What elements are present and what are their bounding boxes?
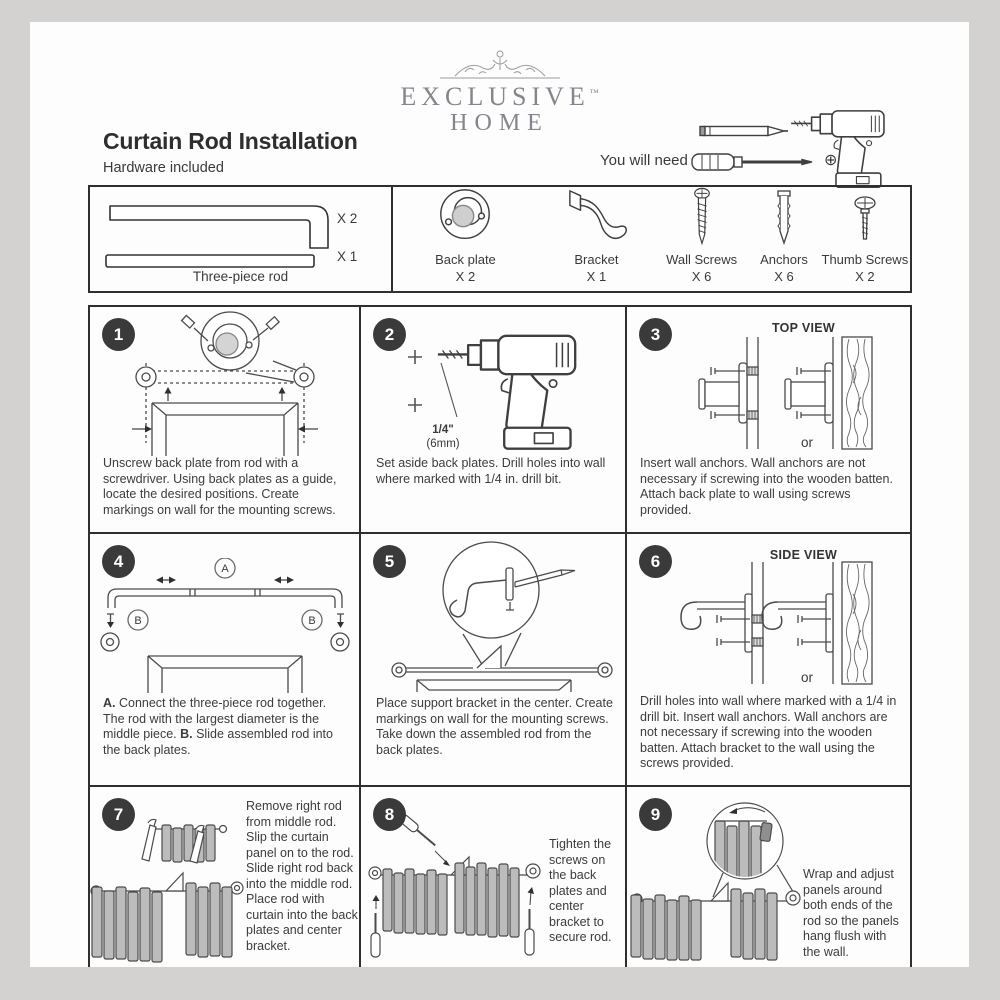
step-4-b-label: B. xyxy=(180,727,193,741)
step-4-illustration xyxy=(94,558,356,693)
step-7-text: Remove right rod from middle rod. Slip the curtain panel on to the rod. Slide right rod back into the middle rod. Place rod with curtain into the back plates and center bracket. xyxy=(246,799,358,953)
step-1-illustration xyxy=(100,311,350,456)
brand-name-top: EXCLUSIVE™ xyxy=(400,82,599,111)
step-8-text: Tighten the screws on the back plates and center bracket to secure rod. xyxy=(549,837,612,944)
step-1-text: Unscrew back plate from rod with a screwdriver. Using back plates as a guide, locate the desired positions. Create markings on wall for the mounting screws. xyxy=(103,456,337,517)
step-8-illustration xyxy=(363,813,545,963)
step-number-badge: 6 xyxy=(639,545,672,578)
page xyxy=(30,22,969,967)
hardware-item-label: Bracket xyxy=(574,252,619,267)
hardware-item-anchors xyxy=(748,187,819,291)
step-6-text: Drill holes into wall where marked with a 1/4 in drill bit. Insert wall anchors. Wall anchors are not necessary if screwing into the wooden batten. Attach bracket to the wall using the screws provided. xyxy=(640,694,897,770)
hardware-item-qty: X 6 xyxy=(774,269,794,284)
step-number-badge: 1 xyxy=(102,318,135,351)
or-label: or xyxy=(801,670,814,685)
step-number-badge: 8 xyxy=(373,798,406,831)
logo-flourish-icon xyxy=(435,42,565,82)
step-4-text: A. Connect the three-piece rod together. The rod with the largest diameter is the middle piece. B. Slide assembled rod into the back plates. xyxy=(103,696,333,757)
step-3 xyxy=(627,307,910,534)
diagram-label-a: A xyxy=(221,563,229,575)
step-3-illustration xyxy=(627,335,910,455)
hardware-item-qty: X 2 xyxy=(455,269,476,284)
title-block xyxy=(103,128,358,176)
anchor-icon xyxy=(775,189,793,247)
step-5-text: Place support bracket in the center. Create markings on wall for the mounting screws. Take down the assembled rod from the back plates. xyxy=(376,696,613,757)
step-5-illustration xyxy=(369,540,619,692)
phillips-head-symbol: ⊕ xyxy=(824,152,838,169)
step-number-badge: 7 xyxy=(102,798,135,831)
bracket-icon xyxy=(559,187,633,247)
step-5 xyxy=(361,534,627,787)
step-3-view-label: TOP VIEW xyxy=(771,321,836,335)
step-2 xyxy=(361,307,627,534)
page-title: Curtain Rod Installation xyxy=(103,128,358,154)
hardware-item-label: Wall Screws xyxy=(666,252,738,267)
page-subtitle: Hardware included xyxy=(103,160,224,176)
curved-rod-icon xyxy=(104,200,336,252)
step-4-a-label: A. xyxy=(103,696,116,710)
thumb-screw-icon xyxy=(853,195,877,247)
step-2-illustration xyxy=(373,323,613,453)
hardware-item-label: Anchors xyxy=(760,252,808,267)
hardware-item-qty: X 6 xyxy=(691,269,712,284)
brand-name-bottom: HOME xyxy=(450,110,549,136)
drill-size-callout: 1/4" xyxy=(432,424,454,436)
step-9 xyxy=(627,787,910,967)
trademark: ™ xyxy=(589,87,599,98)
hardware-item-bracket xyxy=(538,187,655,291)
step-9-text: Wrap and adjust panels around both ends of the rod so the panels hang flush with the wall. xyxy=(803,867,899,959)
curved-rod-qty: X 2 xyxy=(337,211,358,226)
rod-section xyxy=(90,187,393,291)
step-6-illustration xyxy=(627,560,910,690)
straight-rod-icon xyxy=(104,253,316,269)
step-number-badge: 2 xyxy=(373,318,406,351)
hardware-item-label: Thumb Screws xyxy=(821,252,909,267)
step-3-text: Insert wall anchors. Wall anchors are not necessary if screwing into the wooden batten. Attach back plate to wall using screws provided. xyxy=(640,456,893,517)
or-label: or xyxy=(801,435,814,450)
step-2-text: Set aside back plates. Drill holes into wall where marked with 1/4 in. drill bit. xyxy=(376,456,606,486)
step-1 xyxy=(90,307,361,534)
hardware-item-qty: X 1 xyxy=(586,269,607,284)
hardware-box xyxy=(88,185,912,293)
rod-label: Three-piece rod xyxy=(192,269,289,284)
pencil-icon xyxy=(698,122,790,140)
step-7 xyxy=(90,787,361,967)
back-plate-icon xyxy=(432,187,498,247)
wall-screw-icon xyxy=(691,187,713,247)
drill-icon xyxy=(788,102,906,189)
diagram-label-b: B xyxy=(308,615,316,627)
hardware-item-back-plate xyxy=(393,187,538,291)
drill-size-mm: (6mm) xyxy=(426,438,460,450)
hardware-item-thumb-screws xyxy=(820,187,910,291)
step-6 xyxy=(627,534,910,787)
step-6-view-label: SIDE VIEW xyxy=(769,548,838,562)
you-will-need-label: You will need xyxy=(600,152,688,169)
hardware-item-wall-screws xyxy=(655,187,748,291)
hardware-item-label: Back plate xyxy=(435,252,496,267)
straight-rod-qty: X 1 xyxy=(337,249,358,264)
step-number-badge: 5 xyxy=(373,545,406,578)
step-number-badge: 4 xyxy=(102,545,135,578)
steps-grid xyxy=(88,305,912,967)
step-4 xyxy=(90,534,361,787)
diagram-label-b: B xyxy=(134,615,142,627)
hardware-item-qty: X 2 xyxy=(855,269,875,284)
step-number-badge: 3 xyxy=(639,318,672,351)
hardware-items xyxy=(393,187,910,291)
step-8 xyxy=(361,787,627,967)
step-number-badge: 9 xyxy=(639,798,672,831)
